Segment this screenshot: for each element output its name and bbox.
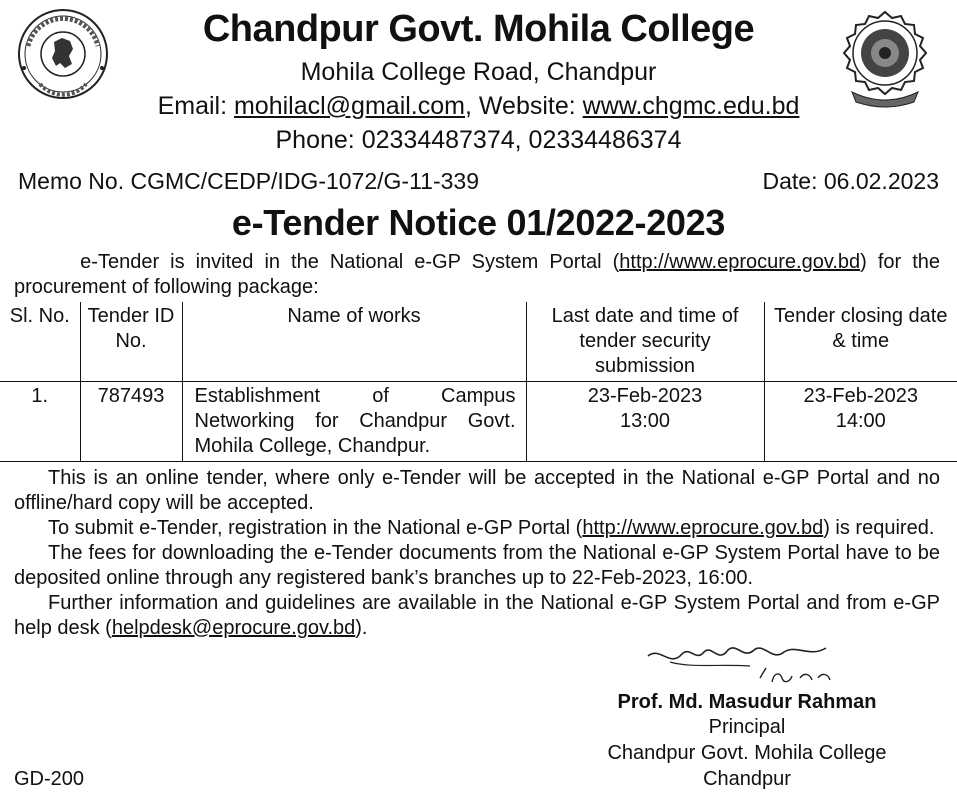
header-security: Last date and time of tender security submission <box>526 302 764 382</box>
college-name: Chandpur Govt. Mohila College <box>202 8 755 50</box>
website-link[interactable]: www.chgmc.edu.bd <box>582 92 800 120</box>
registration-text-end: ) is required. <box>823 517 935 539</box>
email-link[interactable]: mohilacl@gmail.com <box>233 92 465 120</box>
security-date: 23-Feb-2023 <box>587 385 703 407</box>
paragraph-helpdesk <box>14 591 940 641</box>
signatory-city: Chandpur <box>703 768 791 790</box>
memo-date: Date: 06.02.2023 <box>762 168 939 194</box>
intro-text: e-Tender is invited in the National e-GP System Portal ( <box>80 251 620 273</box>
website-label: Website: <box>478 92 576 120</box>
paragraph-fees: The fees for downloading the e-Tender documents from the National e-GP System Portal have to be deposited online through any registered bank’s branches up to 22-Feb-2023, 16:00. <box>14 542 940 589</box>
memo-number: Memo No. CGMC/CEDP/IDG-1072/G-11-339 <box>18 168 479 194</box>
handwritten-signature <box>640 638 860 690</box>
notice-title: e-Tender Notice 01/2022-2023 <box>231 202 726 243</box>
notice-code: GD-200 <box>14 768 85 790</box>
header-closing: Tender closing date & time <box>764 302 957 382</box>
paragraph-online-tender: This is an online tender, where only e-Tender will be accepted in the National e-GP Portal and no offline/hard copy will be accepted. <box>14 467 940 514</box>
header-sl: Sl. No. <box>0 302 80 382</box>
phone-numbers: 02334487374, 02334486374 <box>361 126 682 154</box>
cell-security <box>526 382 764 462</box>
intro-paragraph <box>14 250 940 300</box>
signatory-name: Prof. Md. Masudur Rahman <box>617 691 877 713</box>
cell-works: Establishment of Campus Networking for Chandpur Govt. Mohila College, Chandpur. <box>182 382 526 462</box>
contact-line: Email: mohilacl@gmail.com, Website: www.chgmc.edu.bd <box>157 92 800 120</box>
signatory-organization: Chandpur Govt. Mohila College <box>607 742 887 764</box>
cell-closing <box>764 382 957 462</box>
phone-label: Phone: <box>275 126 355 154</box>
eprocure-link[interactable]: http://www.eprocure.gov.bd <box>619 251 861 273</box>
college-emblem-icon <box>832 8 938 108</box>
tender-table <box>0 302 957 462</box>
helpdesk-text: Further information and guidelines are available in the National e-GP System Portal and from e-GP help desk ( <box>14 592 940 639</box>
government-seal-icon <box>10 8 116 100</box>
cell-tender-id: 787493 <box>80 382 182 462</box>
paragraph-registration <box>14 516 940 541</box>
registration-text: To submit e-Tender, registration in the National e-GP Portal ( <box>48 517 583 539</box>
notice-body <box>14 466 940 641</box>
helpdesk-link[interactable]: helpdesk@eprocure.gov.bd <box>111 617 356 639</box>
table-header-row <box>0 302 957 382</box>
intro-text-end: ) for the procurement of following package: <box>14 251 940 298</box>
cell-sl: 1. <box>0 382 80 462</box>
closing-date: 23-Feb-2023 <box>803 385 919 407</box>
helpdesk-text-end: ). <box>355 617 368 639</box>
email-label: Email: <box>157 92 228 120</box>
header-tender-id: Tender ID No. <box>80 302 182 382</box>
phone-line <box>140 126 817 155</box>
registration-link[interactable]: http://www.eprocure.gov.bd <box>582 517 824 539</box>
table-row <box>0 382 957 462</box>
security-time: 13:00 <box>619 410 671 432</box>
college-address: Mohila College Road, Chandpur <box>300 58 657 86</box>
signatory-designation: Principal <box>708 716 786 738</box>
header-works: Name of works <box>182 302 526 382</box>
closing-time: 14:00 <box>835 410 886 432</box>
